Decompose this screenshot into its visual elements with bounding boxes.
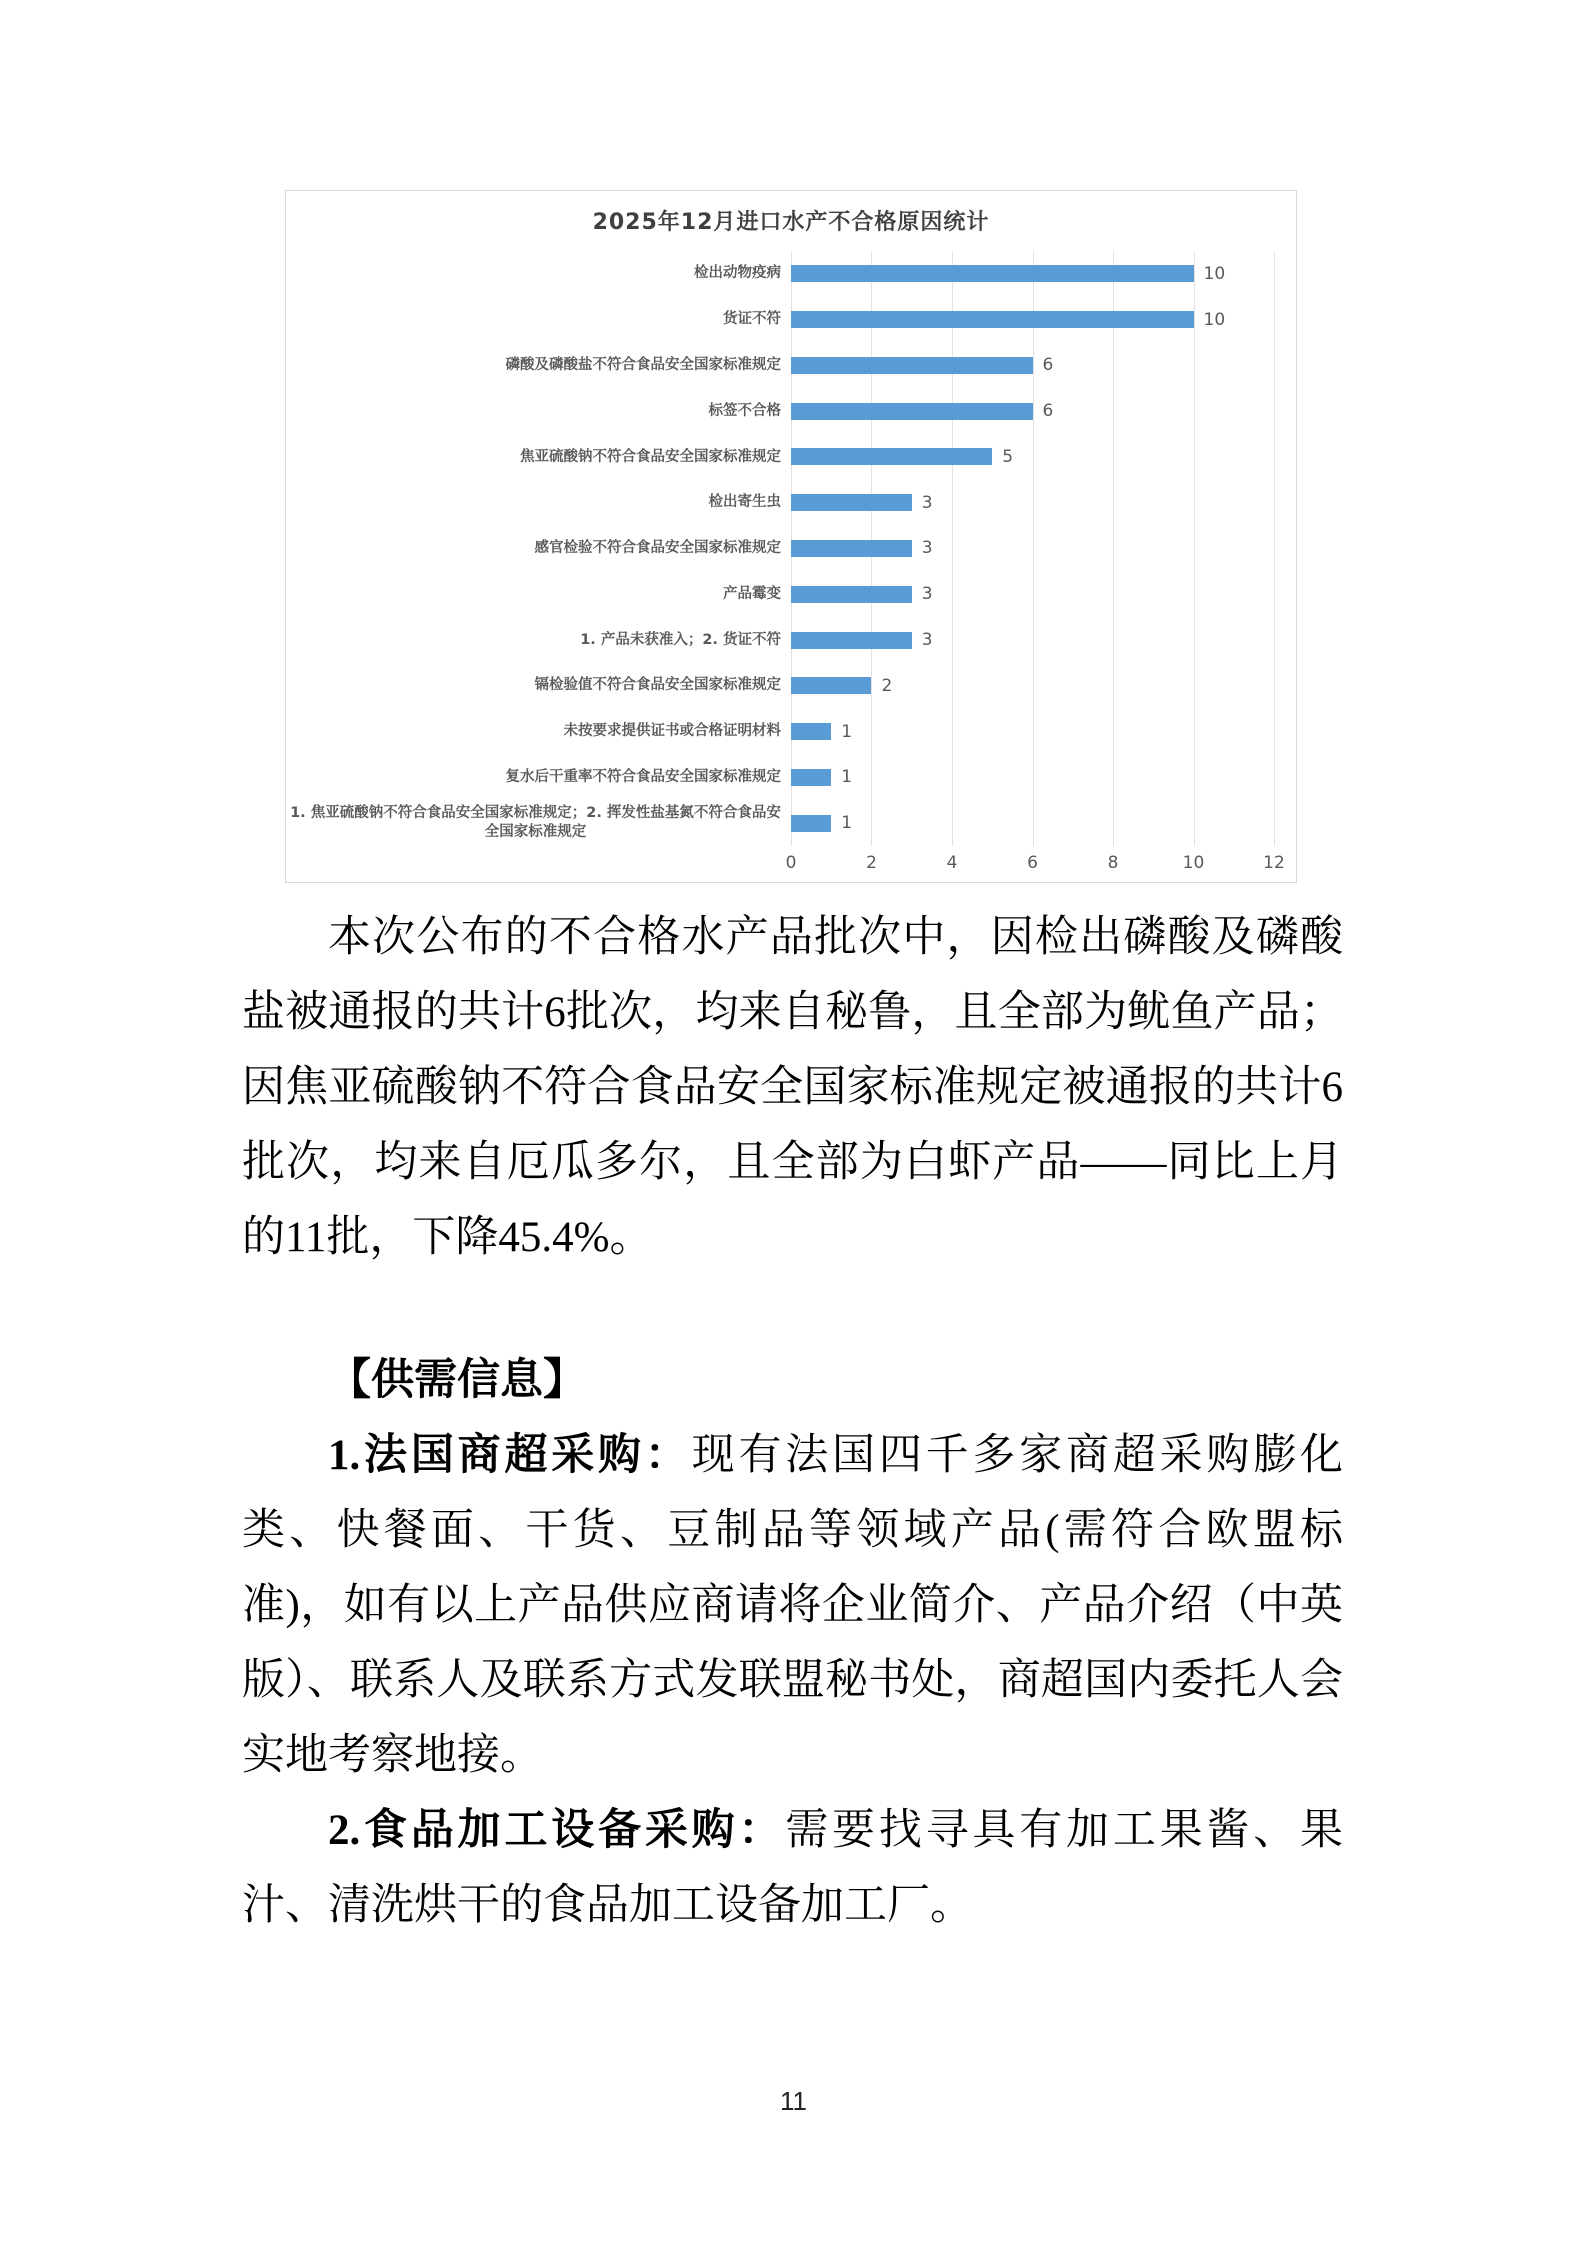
bar-value-label: 5: [1002, 446, 1014, 467]
chart-row: [286, 480, 1298, 526]
bar: [791, 540, 912, 557]
category-label: 焦亚硫酸钠不符合食品安全国家标准规定: [520, 448, 781, 465]
bar-value-label: 3: [921, 538, 933, 559]
bar-value-label: 10: [1203, 263, 1226, 284]
bar-cell: [791, 617, 1298, 663]
chart-row: [286, 526, 1298, 572]
category-label: 产品霉变: [723, 585, 781, 602]
chart-rows: [286, 251, 1298, 846]
bar-value-label: 1: [841, 721, 853, 742]
paragraph-supply-2-lead: 2.食品加工设备采购：: [328, 1807, 786, 1854]
category-label: 镉检验值不符合食品安全国家标准规定: [534, 677, 781, 694]
chart-row: [286, 754, 1298, 800]
page-number: 11: [780, 2086, 807, 2116]
bar-value-label: 3: [921, 630, 933, 651]
bar-value-label: 2: [881, 675, 893, 696]
chart-row: [286, 343, 1298, 389]
chart-x-axis: [785, 853, 1285, 879]
paragraph-supply-1-body: 现有法国四千多家商超采购膨化类、快餐面、干货、豆制品等领域产品(需符合欧盟标准)，如有以上产品供应商请将企业简介、产品介绍（中英版）、联系人及联系方式发联盟秘书处，商超国内委托人会实地考察地接。: [242, 1432, 1344, 1779]
bar-cell: [791, 571, 1298, 617]
paragraph-summary: 本次公布的不合格水产品批次中，因检出磷酸及磷酸盐被通报的共计6批次，均来自秘鲁，且全部为鱿鱼产品；因焦亚硫酸钠不符合食品安全国家标准规定被通报的共计6批次，均来自厄瓜多尔，且全部为白虾产品——同比上月的11批，下降45.4%。: [242, 914, 1343, 1261]
chart-row: [286, 617, 1298, 663]
bar-cell: [791, 526, 1298, 572]
bar: [791, 357, 1033, 374]
x-axis-tick-label: 6: [1027, 853, 1038, 873]
bar: [791, 494, 912, 511]
category-label: 1. 产品未获准入；2. 货证不符: [580, 631, 781, 648]
chart-row: [286, 434, 1298, 480]
bar: [791, 448, 992, 465]
bar-cell: [791, 800, 1298, 846]
bar: [791, 403, 1033, 420]
bar-cell: [791, 251, 1298, 297]
bar: [791, 769, 831, 786]
chart-row: [286, 663, 1298, 709]
bar-value-label: 3: [921, 584, 933, 605]
x-axis-tick-label: 8: [1107, 853, 1119, 873]
bar-value-label: 1: [841, 767, 853, 788]
bar: [791, 311, 1194, 328]
bar-cell: [791, 343, 1298, 389]
paragraph-supply-2: [242, 1793, 1343, 1943]
bar-value-label: 10: [1203, 309, 1226, 330]
chart-row: [286, 251, 1298, 297]
bar: [791, 632, 912, 649]
section-heading: 【供需信息】: [328, 1357, 586, 1404]
bar-cell: [791, 480, 1298, 526]
chart-row: [286, 800, 1298, 846]
category-label: 感官检验不符合食品安全国家标准规定: [534, 540, 781, 557]
chart-title: 2025年12月进口水产不合格原因统计: [592, 210, 990, 235]
body-text-column: [242, 900, 1343, 1943]
chart-row: [286, 709, 1298, 755]
paragraph-supply-2-body: 需要找寻具有加工果酱、果汁、清洗烘干的食品加工设备加工厂。: [242, 1807, 1344, 1929]
chart-row: [286, 571, 1298, 617]
bar-value-label: 1: [841, 813, 853, 834]
bar: [791, 723, 831, 740]
category-label: 检出动物疫病: [694, 265, 781, 282]
bar-cell: [791, 709, 1298, 755]
category-label: 检出寄生虫: [708, 494, 781, 511]
bar-value-label: 6: [1042, 355, 1054, 376]
category-label: 复水后干重率不符合食品安全国家标准规定: [505, 768, 781, 785]
bar: [791, 815, 831, 832]
category-label: 标签不合格: [708, 402, 781, 419]
paragraph-supply-1: [242, 1418, 1343, 1793]
bar-value-label: 3: [921, 492, 933, 513]
bar: [791, 677, 871, 694]
bar: [791, 265, 1194, 282]
bar-cell: [791, 754, 1298, 800]
bar-cell: [791, 297, 1298, 343]
x-axis-tick-label: 10: [1182, 853, 1205, 873]
x-axis-tick-label: 0: [785, 853, 797, 873]
x-axis-tick-label: 4: [946, 853, 958, 873]
chart-row: [286, 388, 1298, 434]
paragraph-supply-1-lead: 1.法国商超采购：: [328, 1432, 692, 1479]
category-label: 货证不符: [723, 311, 781, 328]
bar-chart: [285, 190, 1297, 883]
category-label: 1. 焦亚硫酸钠不符合食品安全国家标准规定；2. 挥发性盐基氮不符合食品安全国家标准规定: [290, 805, 781, 841]
x-axis-tick-label: 12: [1263, 853, 1285, 873]
bar-value-label: 6: [1042, 401, 1054, 422]
category-label: 磷酸及磷酸盐不符合食品安全国家标准规定: [505, 356, 781, 373]
x-axis-tick-label: 2: [866, 853, 877, 873]
category-label: 未按要求提供证书或合格证明材料: [563, 723, 781, 740]
bar: [791, 586, 912, 603]
chart-row: [286, 297, 1298, 343]
bar-cell: [791, 388, 1298, 434]
bar-cell: [791, 434, 1298, 480]
bar-cell: [791, 663, 1298, 709]
